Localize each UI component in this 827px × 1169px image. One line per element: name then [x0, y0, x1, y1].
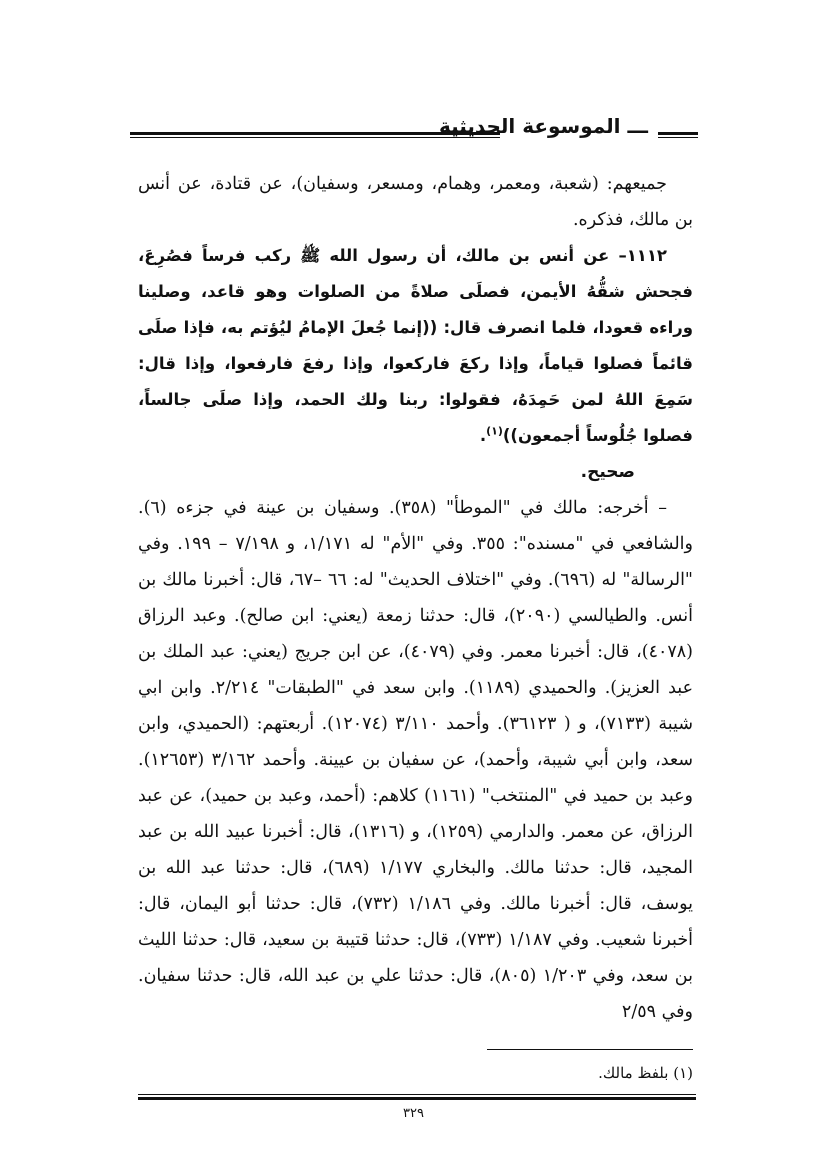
hadith-number: ١١١٢	[626, 246, 667, 265]
hadith-text: – عن أنس بن مالك، أن رسول الله ﷺ ركب فرساً فصُرِعَ، فجحش شقُّهُ الأيمن، فصلَى صلاةً من الصلوات وهو قاعد، وصلينا وراءه قعودا، فلما انصرف قال: ((إنما جُعلَ الإمامُ ليُؤتم به، فإذا صلَى قائماً فصلوا قياماً، وإذا ركعَ فاركعوا، وإذا رفعَ فارفعوا، وإذا قال: سَمِعَ اللهُ لمن حَمِدَهُ، فقولوا: ربنا ولك الحمد، وإذا صلَى جالساً، فصلوا جُلُوساً أجمعون))	[138, 246, 693, 445]
takhrij-paragraph: – أخرجه: مالك في "الموطأ" (٣٥٨). وسفيان بن عينة في جزءه (٦). والشافعي في "مسنده": ٣٥٥. وفي "الأم" له ١/١٧١، و ٧/١٩٨ – ١٩٩. وفي "الرسالة" له (٦٩٦). وفي "اختلاف الحديث" له: ٦٦ –٦٧، قال: أخبرنا مالك بن أنس. والطيالسي (٢٠٩٠)، قال: حدثنا زمعة (يعني: ابن صالح). وعبد الرزاق (٤٠٧٨)، قال: أخبرنا معمر. وفي (٤٠٧٩)، عن ابن جريج (يعني: عبد الملك بن عبد العزيز). والحميدي (١١٨٩). وابن سعد في "الطبقات" ٢/٢١٤. وابن ابي شيبة (٧١٣٣)، و ( ٣٦١٢٣). وأحمد ٣/١١٠ (١٢٠٧٤). أربعتهم: (الحميدي، وابن سعد، وابن أبي شيبة، وأحمد)، عن سفيان بن عيينة. وأحمد ٣/١٦٢ (١٢٦٥٣). وعبد بن حميد في "المنتخب" (١١٦١) كلاهم: (أحمد، وعبد بن حميد)، عن عبد الرزاق، عن معمر. والدارمي (١٢٥٩)، و (١٣١٦)، قال: أخبرنا عبيد الله بن عبد المجيد، قال: حدثنا مالك. والبخاري ١/١٧٧ (٦٨٩)، قال: حدثنا عبد الله بن يوسف، قال: أخبرنا مالك. وفي ١/١٨٦ (٧٣٢)، قال: حدثنا أبو اليمان، قال: أخبرنا شعيب. وفي ١/١٨٧ (٧٣٣)، قال: حدثنا قتيبة بن سعيد، قال: حدثنا الليث بن سعد، وفي ١/٢٠٣ (٨٠٥)، قال: حدثنا علي بن عبد الله، قال: حدثنا سفيان. وفي ٢/٥٩	[138, 498, 694, 1022]
header-rule-long	[130, 132, 500, 138]
footnote: (١) بلفظ مالك.	[598, 1064, 693, 1082]
page-number: ٣٢٩	[403, 1106, 424, 1121]
header-rule-short	[658, 132, 698, 138]
footer-rule	[138, 1094, 696, 1100]
hadith-paragraph	[138, 238, 693, 454]
footnote-separator	[487, 1049, 693, 1050]
verdict: صحيح.	[580, 462, 635, 482]
running-header	[130, 112, 698, 144]
footnote-reference[interactable]: (١)	[486, 424, 503, 438]
page-body	[138, 166, 693, 1030]
header-title: ـــ الموسوعة الحديثية	[438, 114, 648, 138]
hadith-end: .	[479, 426, 487, 445]
intro-paragraph: جميعهم: (شعبة، ومعمر، وهمام، ومسعر، وسفيان)، عن قتادة، عن أنس بن مالك، فذكره.	[138, 174, 693, 230]
